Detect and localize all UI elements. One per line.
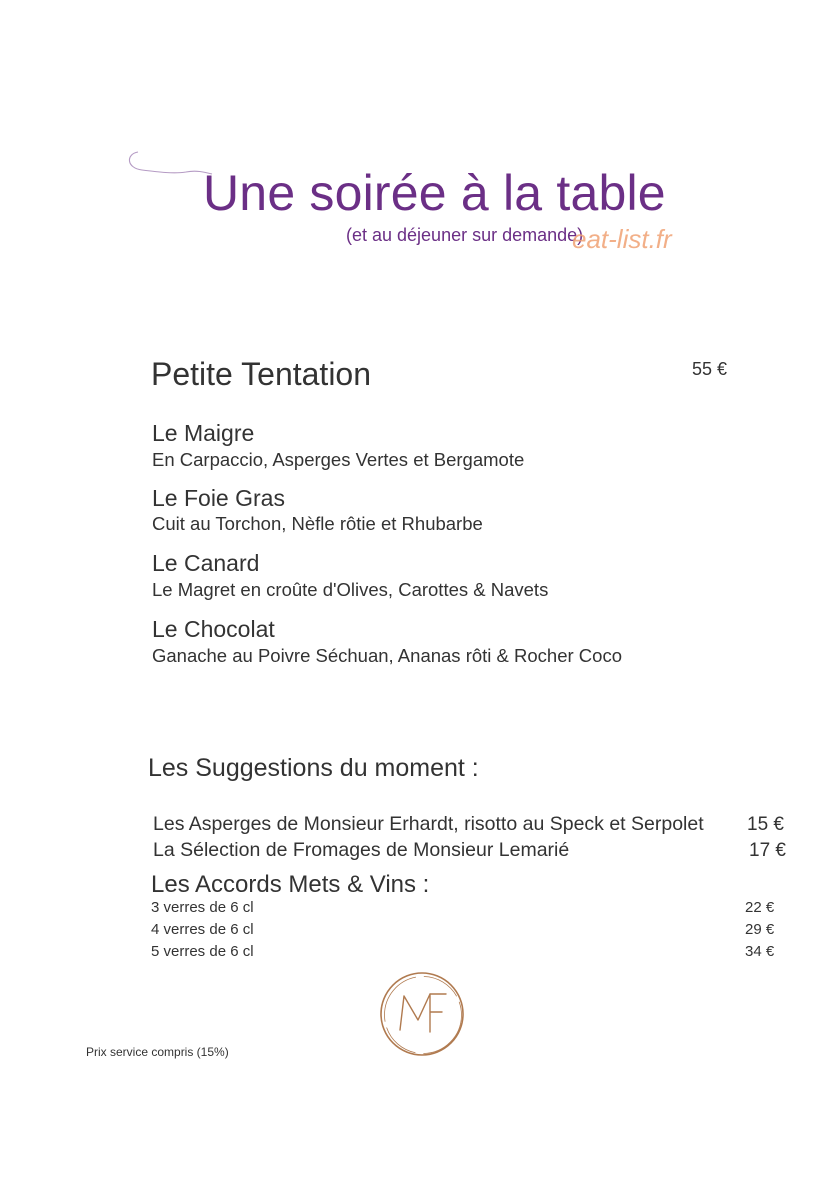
dish-name: Le Maigre — [152, 420, 255, 446]
dish-description: Ganache au Poivre Séchuan, Ananas rôti & Rocher Coco — [152, 645, 622, 666]
page-subtitle: (et au déjeuner sur demande) — [346, 225, 584, 245]
suggestions-title: Les Suggestions du moment : — [148, 754, 479, 782]
suggestion-item: Les Asperges de Monsieur Erhardt, risotto au Speck et Serpolet — [153, 813, 704, 835]
accord-price: 34 € — [745, 943, 775, 960]
accord-price: 22 € — [745, 899, 775, 916]
menu-price: 55 € — [692, 359, 728, 379]
dish-description: Le Magret en croûte d'Olives, Carottes & Navets — [152, 579, 549, 600]
service-note: Prix service compris (15%) — [86, 1045, 229, 1059]
menu-title: Petite Tentation — [151, 356, 372, 392]
dish-description: En Carpaccio, Asperges Vertes et Bergamote — [152, 449, 525, 470]
accord-item: 4 verres de 6 cl — [151, 921, 254, 938]
suggestion-price: 17 € — [749, 840, 786, 861]
accords-title: Les Accords Mets & Vins : — [151, 871, 430, 898]
suggestion-price: 15 € — [747, 814, 784, 835]
dish-name: Le Canard — [152, 550, 260, 576]
accord-price: 29 € — [745, 921, 775, 938]
suggestion-item: La Sélection de Fromages de Monsieur Lemarié — [153, 839, 570, 861]
accord-item: 5 verres de 6 cl — [151, 943, 254, 960]
page-title: Une soirée à la table — [203, 165, 666, 221]
watermark: eat-list.fr — [572, 224, 672, 254]
mf-monogram-logo — [378, 970, 466, 1058]
dish-name: Le Foie Gras — [152, 485, 285, 511]
dish-description: Cuit au Torchon, Nèfle rôtie et Rhubarbe — [152, 513, 483, 534]
flourish-icon — [124, 148, 214, 184]
dish-name: Le Chocolat — [152, 616, 275, 642]
accord-item: 3 verres de 6 cl — [151, 899, 254, 916]
